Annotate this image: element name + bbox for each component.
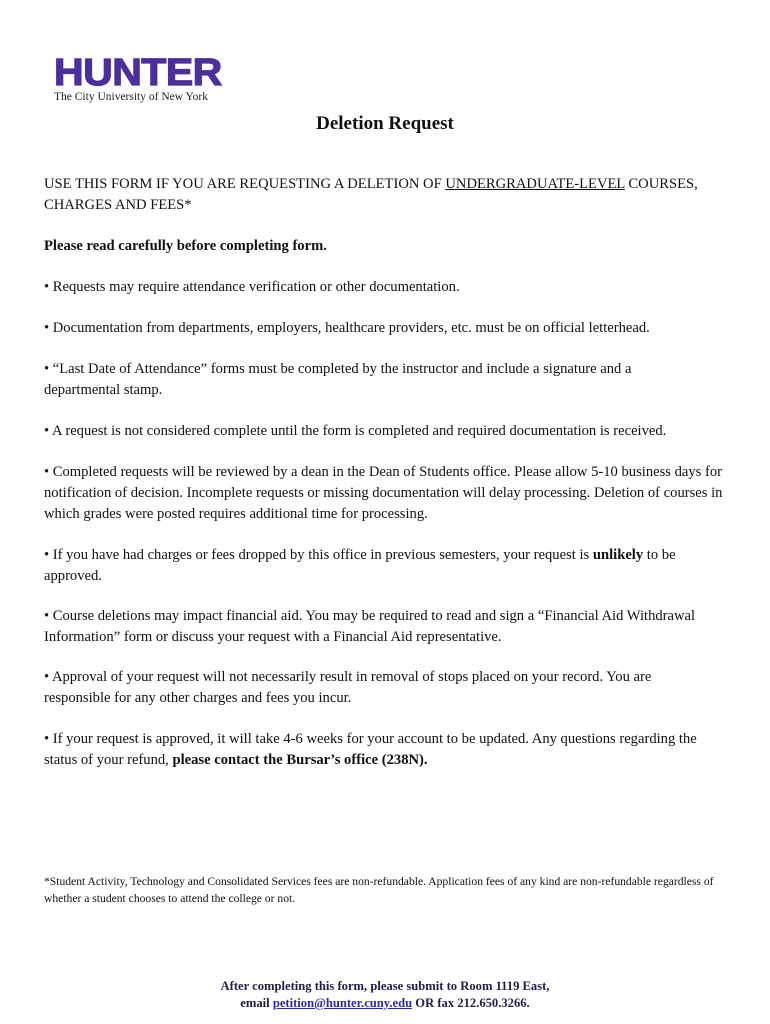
bullet-2: • Documentation from departments, employers, healthcare providers, etc. must be on official letterhead.	[44, 320, 650, 336]
bullet-9-start: • If your request is approved, it will take 4-6 weeks for your account to be updated. Any questions regarding the status of your refund,	[44, 731, 697, 768]
bullet-5: • Completed requests will be reviewed by a dean in the Dean of Students office. Please allow 5-10 business days for notification of decision. Incomplete requests or missing documentation will delay processing. Deletion of courses in which grades were posted requires additional time for processing.	[44, 464, 723, 522]
bullet-6-bold: unlikely	[592, 547, 644, 563]
intro-underlined: UNDERGRADUATE-LEVEL	[445, 176, 625, 192]
footnote: *Student Activity, Technology and Consolidated Services fees are non-refundable. Application fees of any kind are non-refundable regardless of whether a student chooses to attend the college or not.	[44, 875, 714, 905]
bullet-6-start: • If you have had charges or fees dropped by this office in previous semesters, your request is	[44, 547, 593, 563]
bullet-8: • Approval of your request will not necessarily result in removal of stops placed on your record. You are responsible for any other charges and fees you incur.	[44, 669, 652, 706]
bullet-6	[44, 545, 714, 587]
footer-fax: OR fax 212.650.3266.	[412, 996, 530, 1010]
submission-footer	[0, 978, 770, 1012]
bullet-3: • “Last Date of Attendance” forms must be completed by the instructor and include a signature and a departmental stamp.	[44, 361, 632, 398]
footer-email-prefix: email	[240, 996, 273, 1010]
email-link[interactable]: petition@hunter.cuny.edu	[272, 996, 413, 1010]
hunter-logo	[54, 52, 222, 104]
bullet-6-end: to be approved.	[44, 547, 676, 584]
bullet-9	[44, 729, 724, 771]
logo-wordmark: HUNTER	[54, 52, 222, 94]
intro-paragraph	[44, 174, 734, 216]
footer-line-1: After completing this form, please submit to Room 1119 East,	[220, 979, 550, 993]
page-title: Deletion Request	[316, 113, 454, 134]
instruction-heading: Please read carefully before completing form.	[44, 238, 327, 254]
logo-subtitle: The City University of New York	[54, 91, 208, 103]
bullet-1: • Requests may require attendance verification or other documentation.	[44, 279, 460, 295]
bullet-7: • Course deletions may impact financial aid. You may be required to read and sign a “Financial Aid Withdrawal Information” form or discuss your request with a Financial Aid representative.	[44, 608, 696, 645]
intro-text-start: USE THIS FORM IF YOU ARE REQUESTING A DELETION OF	[44, 176, 446, 192]
bullet-9-bold: please contact the Bursar’s office (238N).	[172, 752, 428, 768]
bullet-4: • A request is not considered complete until the form is completed and required documentation is received.	[44, 423, 667, 439]
intro-text-end: COURSES, CHARGES AND FEES*	[44, 176, 698, 213]
footer-line-2	[0, 995, 770, 1012]
